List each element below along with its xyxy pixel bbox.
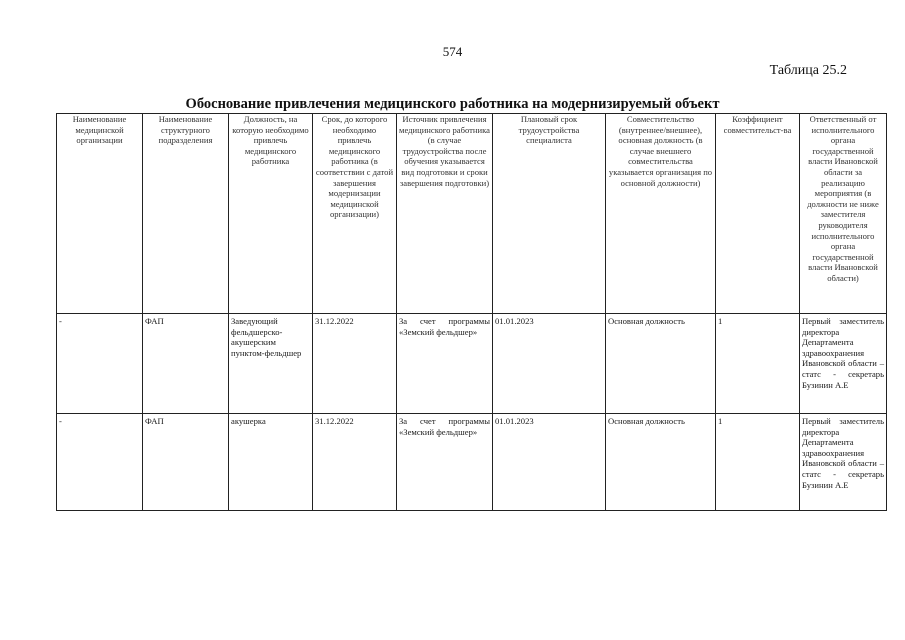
table-row	[57, 314, 887, 414]
cell-unit: ФАП	[143, 414, 229, 511]
header-responsible: Ответственный от исполнительного органа государственной власти Ивановской области за реализацию мероприятия (в должности не ниже заместителя руководителя исполнительного органа государственной власти Ивановской области)	[800, 114, 887, 314]
header-planned-date: Плановый срок трудоустройства специалиста	[493, 114, 606, 314]
table-label: Таблица 25.2	[769, 63, 847, 78]
cell-responsible: Первый заместитель директора Департамента здравоохранения Ивановской области – статс - секретарь Бузинин А.Е	[800, 314, 887, 414]
cell-coefficient: 1	[716, 414, 800, 511]
header-source: Источник привлечения медицинского работника (в случае трудоустройства после обучения указывается вид подготовки и сроки завершения подготовки)	[397, 114, 493, 314]
header-deadline: Срок, до которого необходимо привлечь медицинского работника (в соответствии с датой завершения модернизации медицинской организации)	[313, 114, 397, 314]
cell-position: Заведующий фельдшерско-акушерским пунктом-фельдшер	[229, 314, 313, 414]
header-combination: Совместительство (внутреннее/внешнее), основная должность (в случае внешнего совместительства указывается организация по основной должности)	[606, 114, 716, 314]
cell-source: За счет программы «Земский фельдшер»	[397, 314, 493, 414]
document-title: Обоснование привлечения медицинского работника на модернизируемый объект	[185, 96, 720, 112]
cell-combination: Основная должность	[606, 414, 716, 511]
cell-deadline: 31.12.2022	[313, 414, 397, 511]
table-header-row	[57, 114, 887, 314]
page-number: 574	[442, 44, 463, 59]
cell-source: За счет программы «Земский фельдшер»	[397, 414, 493, 511]
cell-planned-date: 01.01.2023	[493, 314, 606, 414]
justification-table	[56, 113, 887, 511]
header-coefficient: Коэффициент совместительст-ва	[716, 114, 800, 314]
cell-deadline: 31.12.2022	[313, 314, 397, 414]
table-row	[57, 414, 887, 511]
cell-responsible: Первый заместитель директора Департамента здравоохранения Ивановской области – статс - секретарь Бузинин А.Е	[800, 414, 887, 511]
cell-combination: Основная должность	[606, 314, 716, 414]
cell-organization: -	[57, 414, 143, 511]
cell-planned-date: 01.01.2023	[493, 414, 606, 511]
cell-unit: ФАП	[143, 314, 229, 414]
header-organization: Наименование медицинской организации	[57, 114, 143, 314]
cell-organization: -	[57, 314, 143, 414]
cell-position: акушерка	[229, 414, 313, 511]
cell-coefficient: 1	[716, 314, 800, 414]
header-position: Должность, на которую необходимо привлечь медицинского работника	[229, 114, 313, 314]
header-unit: Наименование структурного подразделения	[143, 114, 229, 314]
